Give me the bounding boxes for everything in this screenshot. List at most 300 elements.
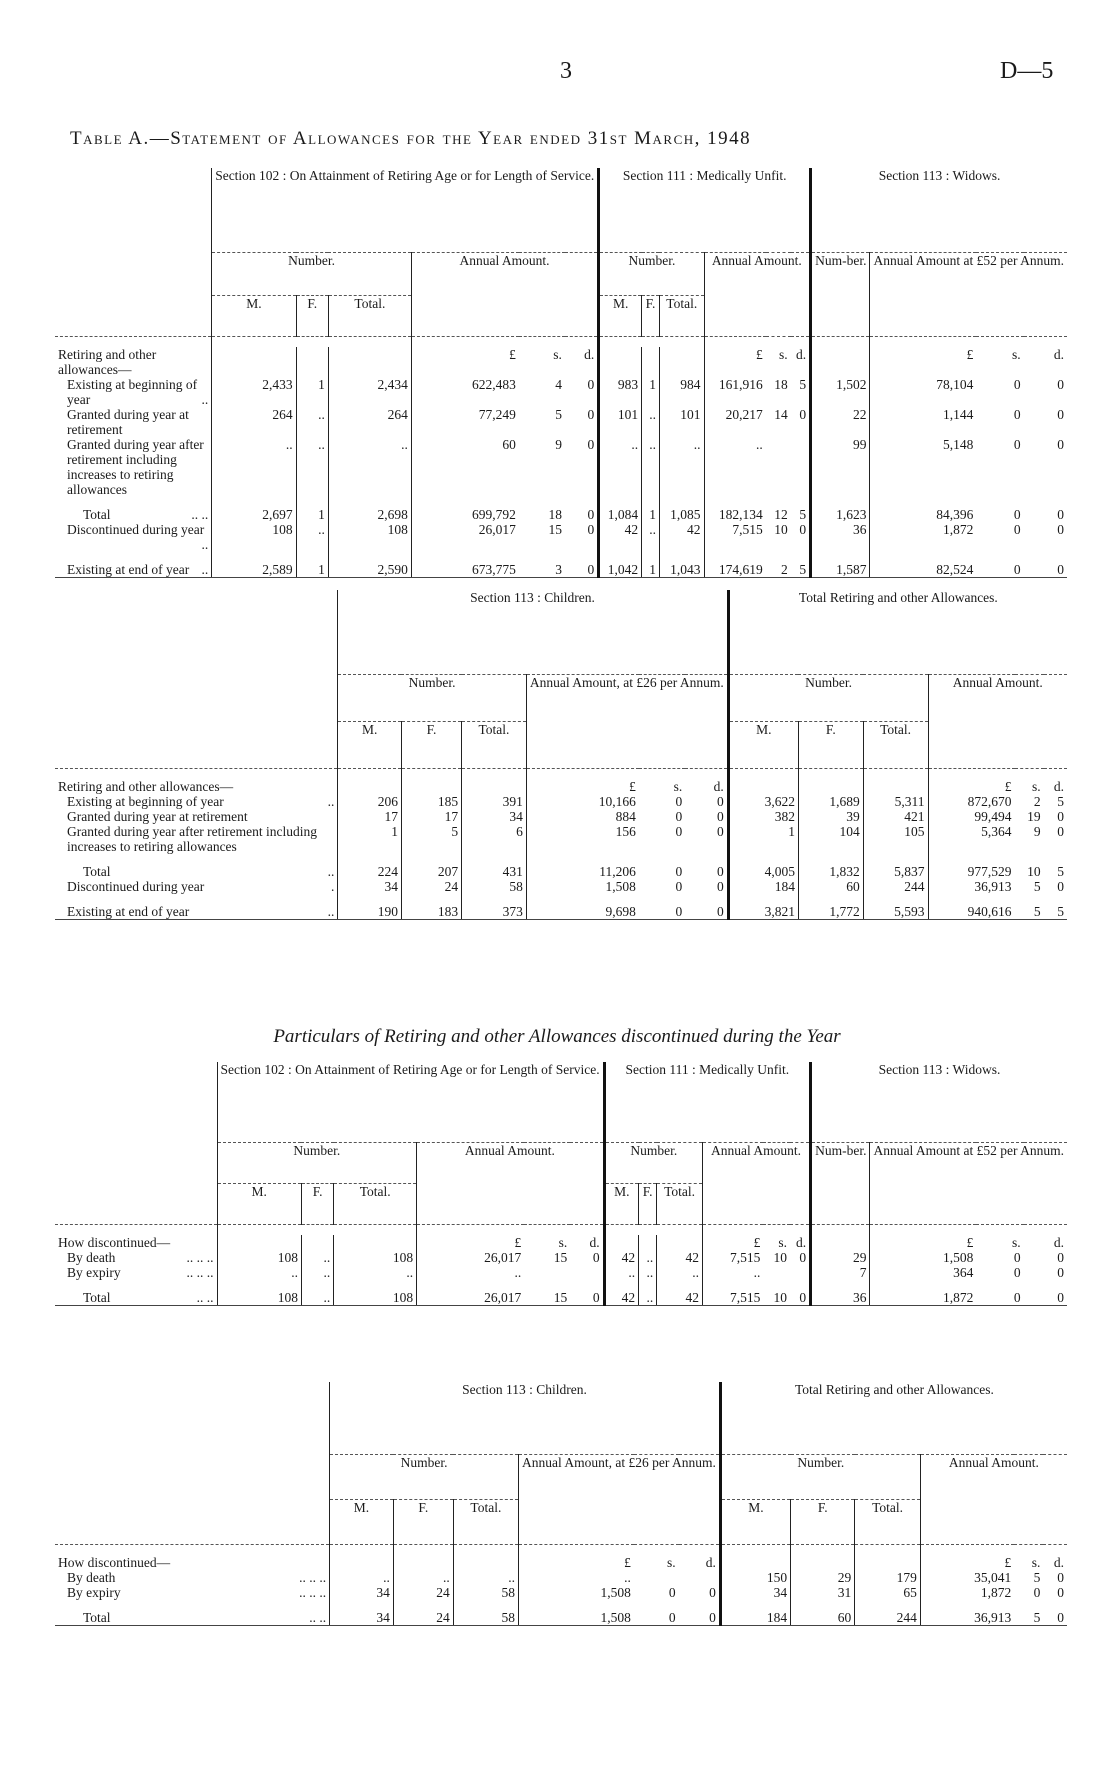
leader-dots: .. .. bbox=[196, 1290, 214, 1305]
table-cell: 207 bbox=[401, 864, 461, 879]
header-section-113-widows: Section 113 : Widows. bbox=[811, 168, 1067, 253]
table-cell: 42 bbox=[657, 1250, 703, 1265]
table-cell: 5,311 bbox=[863, 794, 928, 809]
header-total: Total. bbox=[453, 1500, 518, 1545]
table-cell: .. bbox=[212, 437, 296, 497]
table-cell: 673,775 bbox=[411, 562, 519, 578]
table-row bbox=[55, 879, 1067, 894]
header-section-113-children: Section 113 : Children. bbox=[338, 590, 728, 675]
table-cell: 1 bbox=[728, 824, 798, 854]
unit-pound: £ bbox=[870, 1235, 976, 1250]
table-cell: 29 bbox=[811, 1250, 870, 1265]
table-cell: 5 bbox=[791, 562, 811, 578]
table-cell: 22 bbox=[811, 407, 870, 437]
table-cell: 2,433 bbox=[212, 377, 296, 407]
table-cell: 36 bbox=[811, 522, 870, 552]
table-cell: 10 bbox=[773, 1250, 787, 1265]
table-cell: 5 bbox=[555, 407, 562, 422]
table-cell: 206 bbox=[338, 794, 402, 809]
table-row bbox=[55, 864, 1067, 879]
table-row bbox=[55, 1265, 1067, 1280]
table-cell: 977,529 bbox=[928, 864, 1015, 879]
table-cell: 19 bbox=[1027, 809, 1041, 824]
table-cell: 1 bbox=[296, 377, 328, 407]
table-cell: 9 bbox=[1033, 824, 1041, 839]
row-label bbox=[55, 824, 338, 854]
table-cell: 184 bbox=[728, 879, 798, 894]
table-cell: 60 bbox=[791, 1610, 855, 1626]
table-cell: 1,043 bbox=[659, 562, 704, 578]
table-cell: 0 bbox=[639, 904, 685, 920]
page-number: 3 bbox=[560, 58, 572, 84]
table-cell: 34 bbox=[330, 1585, 394, 1600]
table-cell: 9,698 bbox=[526, 904, 639, 920]
table-cell: 1 bbox=[296, 507, 328, 522]
header-total: Total. bbox=[328, 296, 411, 337]
table-cell: 1,872 bbox=[920, 1585, 1014, 1600]
leader-dots: .. bbox=[201, 562, 209, 577]
table-cell: 1,772 bbox=[798, 904, 863, 920]
unit-pound: £ bbox=[411, 347, 519, 377]
table-cell: 12 bbox=[774, 507, 788, 522]
row-label-text: Total bbox=[83, 1610, 111, 1625]
table-cell: 24 bbox=[393, 1585, 453, 1600]
header-section-111: Section 111 : Medically Unfit. bbox=[599, 168, 811, 253]
header-annual-amount-26: Annual Amount, at £26 per Annum. bbox=[526, 675, 728, 769]
header-section-102: Section 102 : On Attainment of Retiring Age or for Length of Service. bbox=[212, 168, 599, 253]
header-female: F. bbox=[393, 1500, 453, 1545]
unit-pence: d. bbox=[584, 347, 595, 362]
table-cell bbox=[763, 1265, 790, 1280]
table-cell: 699,792 bbox=[411, 507, 519, 522]
header-male: M. bbox=[728, 722, 798, 769]
row-label bbox=[55, 1570, 330, 1585]
table-cell: 1,623 bbox=[811, 507, 870, 522]
table-cell: 1,085 bbox=[659, 507, 704, 522]
header-annual-amount-52: Annual Amount at £52 per Annum. bbox=[870, 253, 1067, 337]
table-cell: 161,916 bbox=[704, 377, 766, 407]
table-cell: 42 bbox=[604, 1250, 639, 1265]
table-cell: 264 bbox=[328, 407, 411, 437]
header-total-allowances: Total Retiring and other Allowances. bbox=[728, 590, 1067, 675]
unit-pence: d. bbox=[795, 347, 807, 362]
table-cell: 0 bbox=[587, 377, 595, 392]
table-cell: 0 bbox=[976, 1290, 1023, 1306]
header-annual-amount-52: Annual Amount at £52 per Annum. bbox=[870, 1143, 1067, 1225]
table-cell: 4,005 bbox=[728, 864, 798, 879]
leader-dots: .. bbox=[201, 537, 209, 552]
table-row bbox=[55, 1585, 1067, 1600]
table-cell: 108 bbox=[334, 1250, 417, 1265]
table-row bbox=[55, 1570, 1067, 1585]
table-cell: 5 bbox=[799, 507, 807, 522]
table-cell: 99 bbox=[811, 437, 870, 497]
table-cell: 18 bbox=[548, 507, 562, 522]
table-cell: 0 bbox=[1013, 522, 1021, 537]
table-cell: 1,587 bbox=[811, 562, 870, 578]
table-cell: 156 bbox=[526, 824, 639, 854]
table-cell: 0 bbox=[799, 1250, 807, 1265]
particulars-subtitle: Particulars of Retiring and other Allowances discontinued during the Year bbox=[273, 1026, 841, 1047]
unit-shilling: s. bbox=[558, 1235, 568, 1250]
table-cell: 2,697 bbox=[212, 507, 296, 522]
row-label bbox=[55, 1250, 217, 1265]
row-label bbox=[55, 522, 212, 552]
table-cell: 11,206 bbox=[526, 864, 639, 879]
table-cell: 15 bbox=[548, 522, 562, 537]
table-cell: .. bbox=[453, 1570, 518, 1585]
table-cell: 0 bbox=[716, 824, 724, 839]
table-cell: 190 bbox=[338, 904, 402, 920]
table-cell: 5 bbox=[1057, 864, 1064, 879]
table-cell: 5,364 bbox=[928, 824, 1015, 854]
table-cell: 0 bbox=[799, 407, 807, 422]
table-cell: 1,872 bbox=[870, 522, 976, 552]
table-cell: 0 bbox=[1013, 407, 1021, 422]
table-cell: 244 bbox=[855, 1610, 921, 1626]
table-cell: 0 bbox=[799, 522, 807, 537]
leader-dots: .. bbox=[327, 904, 335, 919]
header-male: M. bbox=[212, 296, 296, 337]
header-number: Number. bbox=[720, 1455, 920, 1500]
header-total: Total. bbox=[462, 722, 527, 769]
table-cell: 0 bbox=[570, 1290, 604, 1306]
header-female: F. bbox=[401, 722, 461, 769]
table-cell: 0 bbox=[709, 1585, 716, 1600]
header-section-113-children: Section 113 : Children. bbox=[330, 1382, 721, 1455]
table-cell: 101 bbox=[659, 407, 704, 437]
header-total: Total. bbox=[334, 1184, 417, 1225]
row-label-text: Granted during year after retirement including increases to retiring allowances bbox=[67, 824, 318, 854]
table-cell: 1,508 bbox=[518, 1585, 633, 1600]
table-cell: 2 bbox=[1033, 794, 1041, 809]
table-cell: 29 bbox=[791, 1570, 855, 1585]
table-cell: .. bbox=[657, 1265, 703, 1280]
table-cell: .. bbox=[417, 1265, 525, 1280]
table-cell: 26,017 bbox=[417, 1290, 525, 1306]
header-female: F. bbox=[798, 722, 863, 769]
header-number: Number. bbox=[212, 253, 412, 296]
table-cell: 0 bbox=[1033, 1585, 1041, 1600]
table-row bbox=[55, 1250, 1067, 1265]
header-number: Number. bbox=[330, 1455, 519, 1500]
header-total: Total. bbox=[659, 296, 704, 337]
header-male: M. bbox=[604, 1184, 639, 1225]
table-cell: 7,515 bbox=[702, 1250, 763, 1265]
table-cell: 7,515 bbox=[704, 522, 766, 552]
row-label bbox=[55, 864, 338, 879]
table-cell: 1 bbox=[296, 562, 328, 578]
table-cell: .. bbox=[330, 1570, 394, 1585]
unit-pence: d. bbox=[795, 1235, 807, 1250]
table-cell: 20,217 bbox=[704, 407, 766, 437]
row-label-text: Existing at end of year bbox=[67, 904, 190, 919]
table-cell: 0 bbox=[1057, 809, 1064, 824]
table-cell: 5 bbox=[1044, 904, 1067, 920]
table-cell: 5 bbox=[799, 377, 807, 392]
table-cell: .. bbox=[702, 1265, 763, 1280]
table-cell: 108 bbox=[217, 1290, 301, 1306]
table-row bbox=[55, 794, 1067, 809]
table-cell: 58 bbox=[453, 1585, 518, 1600]
table-cell: 182,134 bbox=[704, 507, 766, 522]
table-cell: 0 bbox=[1013, 377, 1021, 392]
table-cell: 5 bbox=[1015, 904, 1044, 920]
header-female: F. bbox=[296, 296, 328, 337]
table-cell: 42 bbox=[599, 522, 642, 552]
header-male: M. bbox=[217, 1184, 301, 1225]
table-cell: 5 bbox=[1057, 794, 1064, 809]
allowances-table-sections-102-111-113w bbox=[55, 168, 1067, 578]
table-cell: 10 bbox=[774, 522, 788, 537]
table-cell: 42 bbox=[604, 1290, 639, 1306]
leader-dots: .. .. bbox=[309, 1610, 327, 1625]
table-cell: 0 bbox=[1013, 437, 1021, 452]
unit-pence: d. bbox=[1053, 1555, 1064, 1570]
unit-pound: £ bbox=[870, 347, 976, 377]
table-cell: 431 bbox=[462, 864, 527, 879]
table-row bbox=[55, 377, 1067, 407]
table-cell: 65 bbox=[855, 1585, 921, 1600]
header-annual-amount: Annual Amount. bbox=[411, 253, 598, 337]
header-male: M. bbox=[338, 722, 402, 769]
table-cell: 0 bbox=[790, 1290, 811, 1306]
row-label-text: Granted during year after retirement including increases to retiring allowances bbox=[67, 437, 204, 497]
table-cell: 26,017 bbox=[417, 1250, 525, 1265]
unit-pound: £ bbox=[526, 779, 639, 794]
table-cell: 0 bbox=[675, 794, 683, 809]
table-cell: 1,689 bbox=[798, 794, 863, 809]
table-cell: 17 bbox=[401, 809, 461, 824]
table-cell: 5,148 bbox=[870, 437, 976, 497]
table-cell: 382 bbox=[728, 809, 798, 824]
table-cell: 1,508 bbox=[518, 1610, 633, 1626]
header-female: F. bbox=[639, 1184, 657, 1225]
header-number: Number. bbox=[338, 675, 527, 722]
table-row bbox=[55, 507, 1067, 522]
table-cell: .. bbox=[599, 437, 642, 497]
discontinued-table-sections-102-111-113w bbox=[55, 1062, 1067, 1306]
table-cell: 373 bbox=[462, 904, 527, 920]
table-cell: .. bbox=[639, 1265, 657, 1280]
table-cell: 4 bbox=[555, 377, 562, 392]
leader-dots: .. .. .. bbox=[186, 1265, 214, 1280]
table-cell: .. bbox=[296, 407, 328, 437]
table-cell: 36,913 bbox=[920, 1610, 1014, 1626]
table-cell: 0 bbox=[1057, 1250, 1064, 1265]
table-cell: 2,434 bbox=[328, 377, 411, 407]
table-cell: 0 bbox=[1024, 562, 1067, 578]
table-cell: 104 bbox=[798, 824, 863, 854]
table-cell bbox=[570, 1265, 604, 1280]
table-cell: 0 bbox=[1013, 1250, 1021, 1265]
unit-pence: d. bbox=[713, 779, 724, 794]
row-label-text: Total bbox=[83, 1290, 111, 1305]
header-female: F. bbox=[642, 296, 660, 337]
table-cell: 1,084 bbox=[599, 507, 642, 522]
table-cell: 2,589 bbox=[212, 562, 296, 578]
table-cell bbox=[790, 1265, 811, 1280]
header-female: F. bbox=[301, 1184, 333, 1225]
table-cell: .. bbox=[301, 1250, 333, 1265]
stub-heading: How discontinued— bbox=[58, 1235, 171, 1250]
table-cell: 31 bbox=[791, 1585, 855, 1600]
table-cell: 0 bbox=[716, 879, 724, 894]
table-cell: 1 bbox=[642, 377, 660, 407]
table-cell: .. bbox=[301, 1265, 333, 1280]
table-cell: 24 bbox=[393, 1610, 453, 1626]
table-cell: 0 bbox=[587, 437, 595, 452]
table-cell: 3,622 bbox=[728, 794, 798, 809]
header-number: Number. bbox=[728, 675, 928, 722]
header-annual-amount: Annual Amount. bbox=[417, 1143, 604, 1225]
header-annual-amount: Annual Amount. bbox=[920, 1455, 1067, 1545]
unit-pence: d. bbox=[589, 1235, 600, 1250]
table-cell: 77,249 bbox=[411, 407, 519, 437]
table-cell: 108 bbox=[328, 522, 411, 552]
row-label-text: Granted during year at retirement bbox=[67, 809, 248, 824]
table-cell: 983 bbox=[599, 377, 642, 407]
page-reference: D—5 bbox=[1000, 58, 1054, 84]
table-cell: 0 bbox=[1057, 437, 1064, 452]
unit-shilling: s. bbox=[667, 1555, 676, 1570]
table-cell: 7,515 bbox=[702, 1290, 763, 1306]
table-cell: 184 bbox=[720, 1610, 790, 1626]
table-cell: 2 bbox=[766, 562, 791, 578]
leader-dots: .. .. .. bbox=[299, 1585, 327, 1600]
row-label-text: Existing at beginning of year bbox=[67, 377, 198, 407]
table-cell: .. bbox=[518, 1570, 633, 1585]
table-cell: 34 bbox=[330, 1610, 394, 1626]
table-cell: 35,041 bbox=[920, 1570, 1014, 1585]
header-section-102: Section 102 : On Attainment of Retiring Age or for Length of Service. bbox=[217, 1062, 604, 1143]
header-annual-amount: Annual Amount. bbox=[704, 253, 811, 337]
table-cell: 10,166 bbox=[526, 794, 639, 809]
table-cell bbox=[679, 1570, 721, 1585]
table-cell: 17 bbox=[338, 809, 402, 824]
table-cell: .. bbox=[642, 407, 660, 437]
table-cell: 5 bbox=[1033, 879, 1041, 894]
table-cell: 6 bbox=[462, 824, 527, 854]
row-label-text: Discontinued during year bbox=[67, 522, 205, 537]
table-cell: 15 bbox=[524, 1290, 570, 1306]
table-cell: 1,508 bbox=[526, 879, 639, 894]
stub-heading: Retiring and other allowances— bbox=[58, 347, 157, 377]
table-cell: 0 bbox=[1057, 507, 1064, 522]
header-total: Total. bbox=[657, 1184, 703, 1225]
header-total: Total. bbox=[863, 722, 928, 769]
table-cell: 0 bbox=[675, 824, 683, 839]
table-cell: 1,042 bbox=[599, 562, 642, 578]
table-cell: 1 bbox=[642, 562, 660, 578]
row-label bbox=[55, 507, 212, 522]
header-number: Num-ber. bbox=[811, 1143, 870, 1225]
row-label-text: Existing at beginning of year bbox=[67, 794, 224, 809]
header-total: Total. bbox=[855, 1500, 921, 1545]
table-cell: 10 bbox=[763, 1290, 790, 1306]
unit-shilling: s. bbox=[553, 347, 562, 362]
row-label bbox=[55, 879, 338, 894]
unit-shilling: s. bbox=[778, 1235, 787, 1250]
unit-pound: £ bbox=[920, 1555, 1014, 1570]
leader-dots: .. .. .. bbox=[299, 1570, 327, 1585]
table-cell: 34 bbox=[462, 809, 527, 824]
table-cell: 0 bbox=[1057, 1570, 1064, 1585]
stub-heading: How discontinued— bbox=[58, 1555, 171, 1570]
table-cell: 264 bbox=[212, 407, 296, 437]
table-cell: 36,913 bbox=[928, 879, 1015, 894]
unit-shilling: s. bbox=[673, 779, 683, 794]
table-cell: 0 bbox=[668, 1585, 676, 1600]
header-female: F. bbox=[791, 1500, 855, 1545]
header-number: Num-ber. bbox=[811, 253, 870, 337]
row-label bbox=[55, 562, 212, 578]
table-cell: 0 bbox=[587, 522, 595, 537]
table-row bbox=[55, 522, 1067, 552]
unit-pence: d. bbox=[1053, 1235, 1064, 1250]
table-cell: 0 bbox=[592, 1250, 600, 1265]
table-cell: 0 bbox=[679, 1610, 721, 1626]
leader-dots: . bbox=[330, 879, 335, 894]
unit-shilling: s. bbox=[779, 347, 788, 362]
table-cell: 1 bbox=[642, 507, 660, 522]
table-cell: 364 bbox=[870, 1265, 976, 1280]
table-cell: 174,619 bbox=[704, 562, 766, 578]
table-cell: 0 bbox=[976, 562, 1023, 578]
unit-pound: £ bbox=[518, 1555, 633, 1570]
header-number: Number. bbox=[599, 253, 704, 296]
table-row bbox=[55, 904, 1067, 920]
row-label-text: Total bbox=[83, 507, 111, 522]
table-cell bbox=[766, 437, 791, 497]
table-row bbox=[55, 809, 1067, 824]
table-cell: .. bbox=[642, 437, 660, 497]
header-male: M. bbox=[330, 1500, 394, 1545]
header-section-113-widows: Section 113 : Widows. bbox=[811, 1062, 1067, 1143]
table-cell: 99,494 bbox=[928, 809, 1015, 824]
row-label bbox=[55, 1265, 217, 1280]
unit-pound: £ bbox=[417, 1235, 525, 1250]
table-cell: .. bbox=[296, 437, 328, 497]
table-cell: 42 bbox=[657, 1290, 703, 1306]
table-cell: 5 bbox=[1014, 1610, 1043, 1626]
table-cell: 3 bbox=[519, 562, 565, 578]
table-cell: 101 bbox=[599, 407, 642, 437]
table-cell: 2,590 bbox=[328, 562, 411, 578]
table-cell: 10 bbox=[1027, 864, 1041, 879]
table-cell: 0 bbox=[1057, 1585, 1064, 1600]
table-cell: 0 bbox=[565, 562, 599, 578]
table-cell: 0 bbox=[716, 794, 724, 809]
table-cell: 0 bbox=[1057, 824, 1064, 839]
table-cell: 179 bbox=[855, 1570, 921, 1585]
table-cell: 5 bbox=[1033, 1570, 1041, 1585]
table-cell: 391 bbox=[462, 794, 527, 809]
table-cell: 0 bbox=[685, 904, 728, 920]
table-cell: 0 bbox=[1043, 1610, 1067, 1626]
table-cell: 9 bbox=[555, 437, 562, 452]
table-cell: .. bbox=[704, 437, 766, 497]
row-label-text: By death bbox=[67, 1570, 116, 1585]
table-cell: 5,593 bbox=[863, 904, 928, 920]
table-cell: 0 bbox=[1057, 407, 1064, 422]
table-cell: 884 bbox=[526, 809, 639, 824]
header-male: M. bbox=[599, 296, 642, 337]
table-cell bbox=[524, 1265, 570, 1280]
table-row bbox=[55, 437, 1067, 497]
table-cell: .. bbox=[334, 1265, 417, 1280]
table-cell: 108 bbox=[212, 522, 296, 552]
